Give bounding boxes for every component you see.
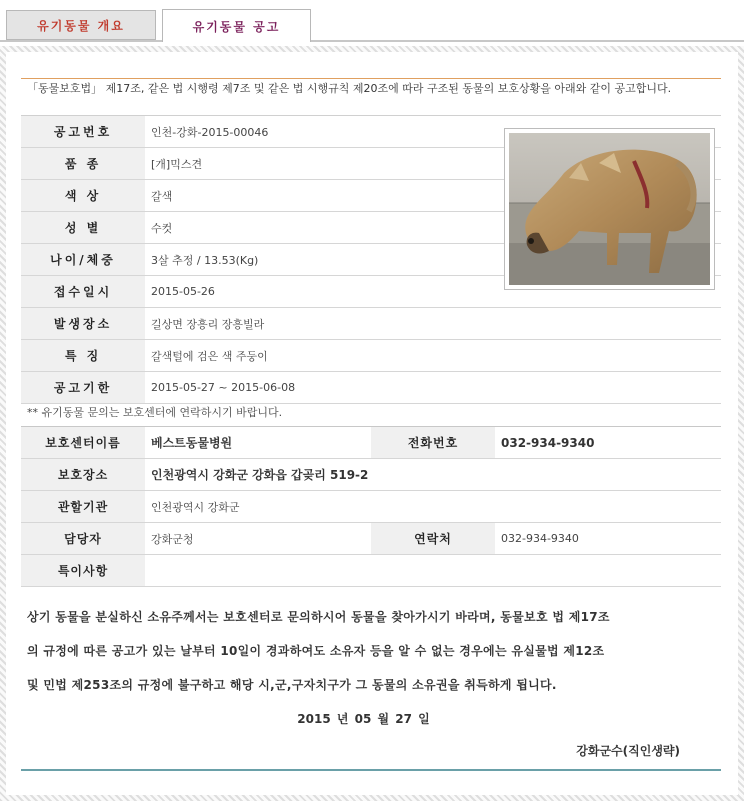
- row-label: 공고번호: [21, 116, 145, 147]
- row-label: 접수일시: [21, 276, 145, 307]
- table-row: [21, 491, 721, 523]
- shelter-name-label: 보호센터이름: [21, 427, 145, 458]
- row-value: 길상면 장흥리 장흥빌라: [151, 317, 265, 331]
- tab-notice[interactable]: 유기동물 공고: [162, 9, 311, 42]
- tab-overview[interactable]: 유기동물 개요: [6, 10, 156, 40]
- top-divider: [21, 78, 721, 79]
- table-row: [21, 459, 721, 491]
- animal-info-table: [21, 115, 721, 404]
- inquiry-note: ** 유기동물 문의는 보호센터에 연락하시기 바랍니다.: [27, 406, 283, 419]
- notice-line: 의 규정에 따른 공고가 있는 날부터 10일이 경과하여도 소유자 등을 알 수 없는 경우에는 유실물법 제12조: [27, 644, 605, 658]
- shelter-location-label: 보호장소: [21, 459, 145, 490]
- row-value: 2015-05-27 ~ 2015-06-08: [151, 381, 296, 394]
- row-value: 수컷: [151, 221, 173, 235]
- phone-value: 032-934-9340: [501, 435, 595, 450]
- row-label: 공고기한: [21, 372, 145, 403]
- table-row: [21, 340, 721, 372]
- signer: 강화군수(직인생략): [576, 744, 680, 758]
- row-value: [개]믹스견: [151, 157, 203, 171]
- contact-value: 032-934-9340: [501, 532, 579, 545]
- shelter-info-table: [21, 426, 721, 587]
- content-frame: [0, 46, 744, 801]
- table-row: [21, 372, 721, 404]
- remarks-label: 특이사항: [21, 555, 145, 586]
- table-row: [21, 523, 721, 555]
- row-value: 3살 추정 / 13.53(Kg): [151, 253, 259, 267]
- tab-baseline: [0, 40, 744, 42]
- contact-label: 연락처: [371, 523, 495, 554]
- shelter-name-value: 베스트동물병원: [151, 436, 233, 450]
- intro-text: 「동물보호법」 제17조, 같은 법 시행령 제7조 및 같은 법 시행규칙 제20조에 따라 구조된 동물의 보호상황을 아래와 같이 공고합니다.: [27, 82, 672, 95]
- animal-photo[interactable]: [504, 128, 715, 290]
- agency-label: 관할기관: [21, 491, 145, 522]
- table-row: [21, 555, 721, 587]
- notice-line: 및 민법 제253조의 규정에 불구하고 해당 시,군,구자치구가 그 동물의 소유권을 취득하게 됩니다.: [27, 678, 557, 692]
- row-label: 성 별: [21, 212, 145, 243]
- row-label: 색 상: [21, 180, 145, 211]
- row-value: 갈색: [151, 189, 173, 203]
- remarks-value: [145, 555, 721, 586]
- row-value: 2015-05-26: [151, 285, 215, 298]
- shelter-location-value: 인천광역시 강화군 강화읍 갑곶리 519-2: [151, 468, 369, 482]
- row-label: 발생장소: [21, 308, 145, 339]
- notice-panel: [6, 52, 738, 795]
- notice-date: 2015 년 05 월 27 일: [297, 712, 430, 726]
- row-value: 갈색털에 검은 색 주둥이: [151, 349, 268, 363]
- row-value: 인천-강화-2015-00046: [151, 125, 269, 139]
- table-row: [21, 308, 721, 340]
- tab-bar: [0, 0, 744, 42]
- row-label: 품 종: [21, 148, 145, 179]
- row-label: 특 징: [21, 340, 145, 371]
- agency-value: 인천광역시 강화군: [151, 500, 240, 514]
- row-label: 나이/체중: [21, 244, 145, 275]
- dog-photo-image: [509, 133, 710, 285]
- bottom-divider: [21, 769, 721, 771]
- manager-value: 강화군청: [151, 532, 194, 546]
- manager-label: 담당자: [21, 523, 145, 554]
- legal-notice: [27, 600, 717, 702]
- table-row: [21, 427, 721, 459]
- notice-line: 상기 동물을 분실하신 소유주께서는 보호센터로 문의하시어 동물을 찾아가시기 바라며, 동물보호 법 제17조: [27, 610, 610, 624]
- phone-label: 전화번호: [371, 427, 495, 458]
